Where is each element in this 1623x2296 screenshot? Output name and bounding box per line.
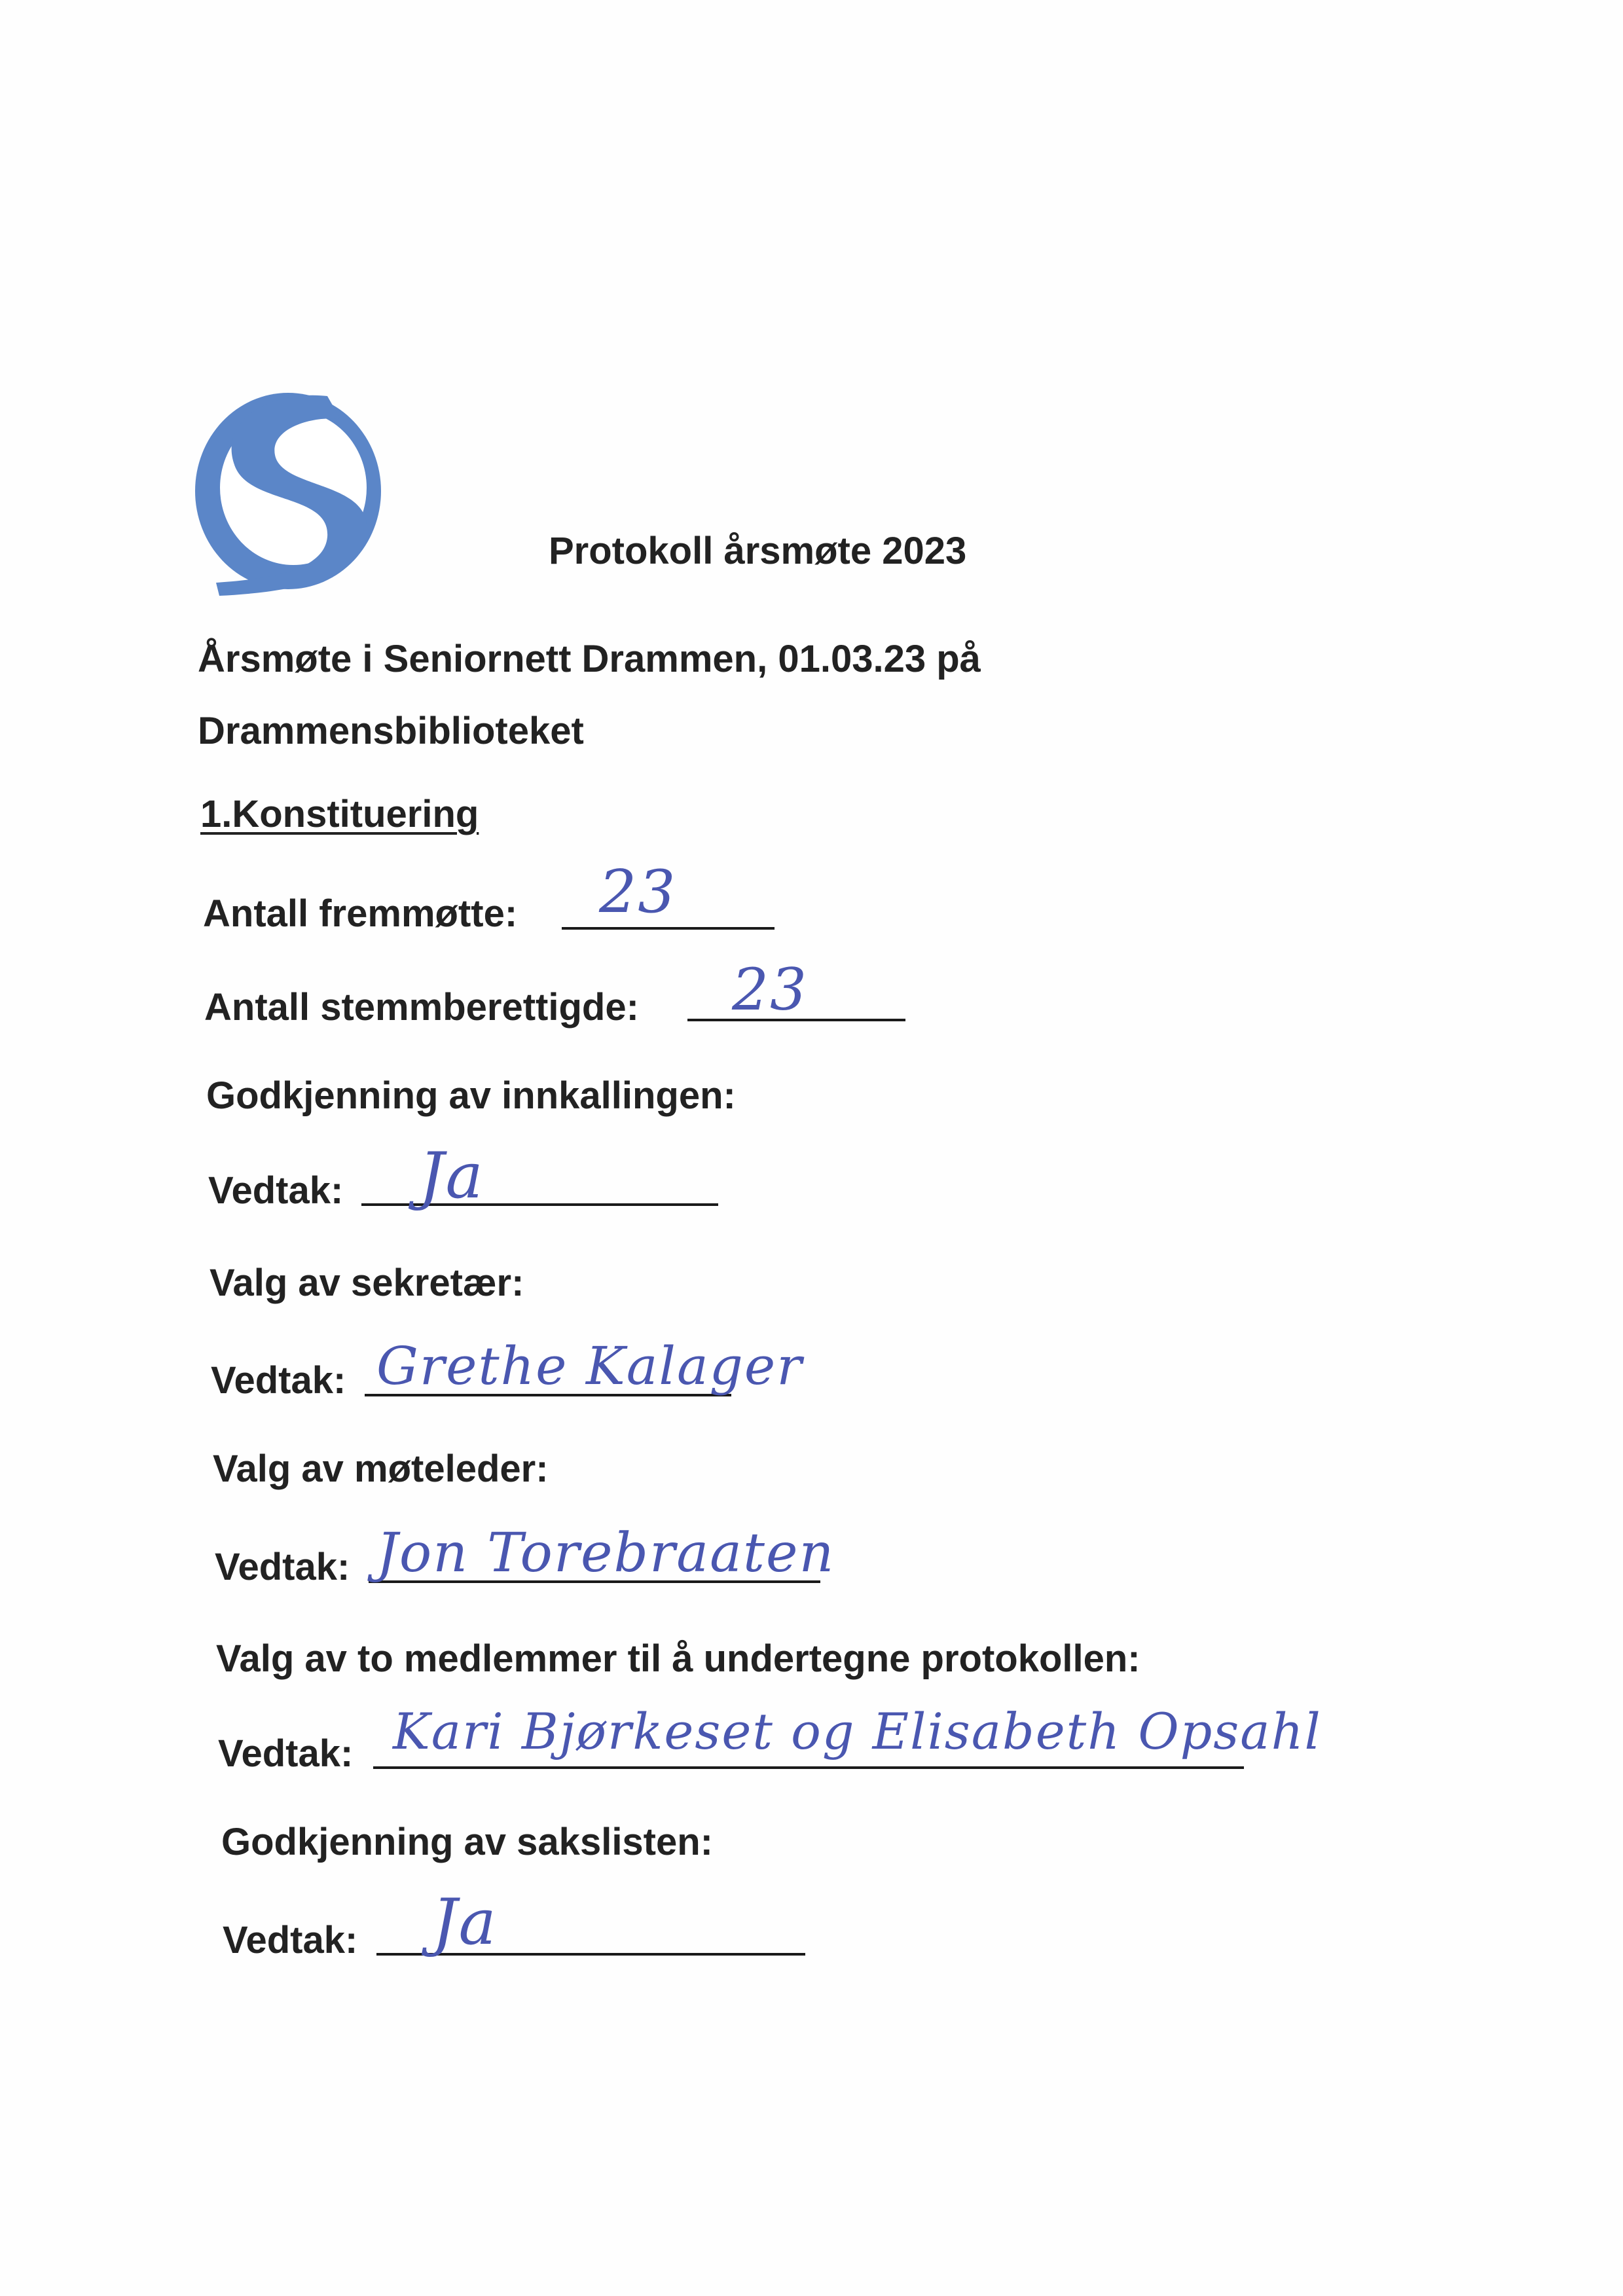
decision-4-label: Vedtak: bbox=[218, 1732, 354, 1775]
section-heading: 1.Konstituering bbox=[200, 793, 479, 835]
voters-value: 23 bbox=[732, 956, 808, 1023]
decision-3-label: Vedtak: bbox=[215, 1546, 350, 1588]
decision-5-label: Vedtak: bbox=[223, 1919, 358, 1961]
meeting-description-line2: Drammensbiblioteket bbox=[198, 710, 584, 752]
decision-5-value: Ja bbox=[432, 1886, 498, 1959]
attendees-label: Antall fremmøtte: bbox=[203, 892, 518, 935]
seniornett-logo-icon bbox=[190, 383, 390, 596]
decision-1-value: Ja bbox=[419, 1139, 484, 1212]
decision-4-line bbox=[373, 1766, 1244, 1769]
document-title: Protokoll årsmøte 2023 bbox=[549, 530, 967, 572]
decision-4-value: Kari Bjørkeset og Elisabeth Opsahl bbox=[393, 1702, 1322, 1760]
secretary-election-label: Valg av sekretær: bbox=[210, 1262, 524, 1304]
meeting-description bbox=[198, 623, 981, 767]
attendees-line bbox=[562, 927, 775, 930]
chair-election-label: Valg av møteleder: bbox=[213, 1448, 549, 1490]
voters-label: Antall stemmberettigde: bbox=[204, 986, 639, 1029]
approval-invitation-label: Godkjenning av innkallingen: bbox=[206, 1074, 736, 1117]
decision-2-label: Vedtak: bbox=[211, 1359, 346, 1402]
decision-2-value: Grethe Kalager bbox=[376, 1336, 803, 1396]
attendees-value: 23 bbox=[599, 858, 677, 926]
signers-election-label: Valg av to medlemmer til å undertegne protokollen: bbox=[216, 1637, 1140, 1680]
decision-1-label: Vedtak: bbox=[208, 1169, 344, 1212]
meeting-description-line1: Årsmøte i Seniornett Drammen, 01.03.23 på bbox=[198, 638, 981, 680]
agenda-approval-label: Godkjenning av sakslisten: bbox=[221, 1821, 713, 1863]
decision-3-value: Jon Torebraaten bbox=[376, 1522, 835, 1584]
decision-1-line bbox=[361, 1203, 718, 1206]
